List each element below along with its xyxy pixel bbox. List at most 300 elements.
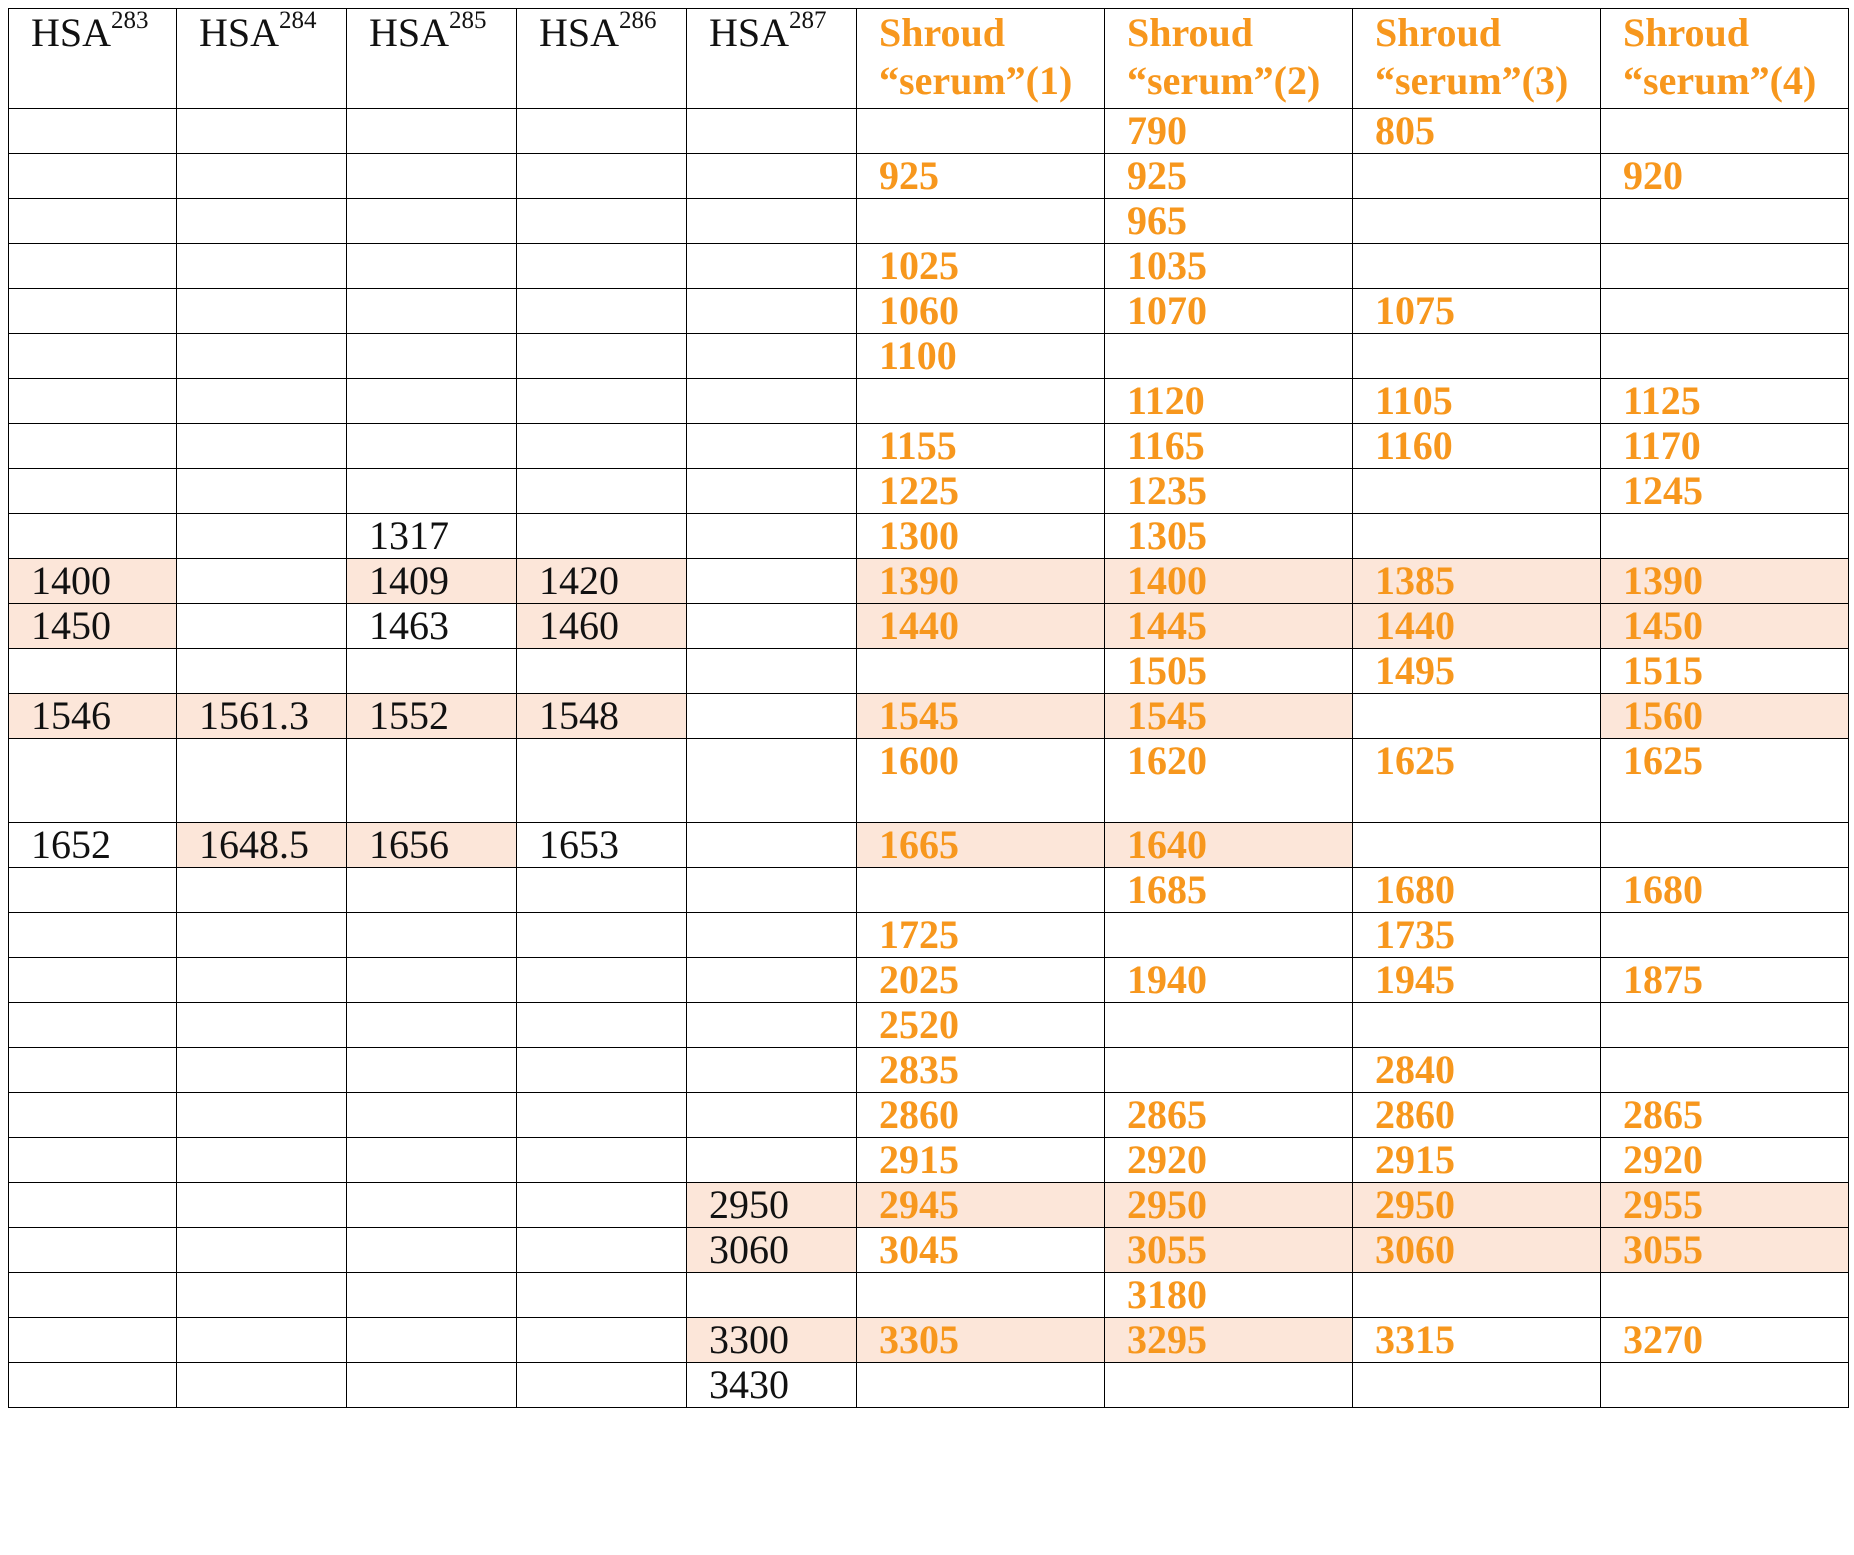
table-cell: 3315	[1353, 1318, 1601, 1363]
table-cell	[687, 424, 857, 469]
header-ref: 286	[619, 8, 657, 34]
header-label: HSA	[369, 10, 450, 55]
table-cell	[347, 379, 517, 424]
table-cell	[687, 739, 857, 823]
header-label: HSA	[31, 10, 112, 55]
table-cell: 1400	[1105, 559, 1353, 604]
header-row	[9, 9, 1849, 109]
table-row	[9, 958, 1849, 1003]
table-cell	[517, 1048, 687, 1093]
table-cell	[177, 604, 347, 649]
table-cell: 925	[1105, 154, 1353, 199]
table-cell	[9, 1048, 177, 1093]
table-cell: 1125	[1601, 379, 1849, 424]
table-cell	[347, 739, 517, 823]
table-cell	[517, 514, 687, 559]
table-cell	[9, 739, 177, 823]
table-cell	[1353, 199, 1601, 244]
table-cell	[1353, 823, 1601, 868]
table-row	[9, 559, 1849, 604]
table-cell: 1225	[857, 469, 1105, 514]
table-cell	[1105, 1003, 1353, 1048]
table-cell	[687, 154, 857, 199]
header-shroud-serum-1	[857, 9, 1105, 109]
table-cell	[1105, 1048, 1353, 1093]
table-cell	[1601, 244, 1849, 289]
table-cell: 2955	[1601, 1183, 1849, 1228]
table-cell: 1652	[9, 823, 177, 868]
table-cell	[687, 1003, 857, 1048]
table-cell: 1160	[1353, 424, 1601, 469]
table-cell: 3060	[1353, 1228, 1601, 1273]
table-cell	[517, 154, 687, 199]
table-cell: 1515	[1601, 649, 1849, 694]
table-cell: 1385	[1353, 559, 1601, 604]
header-hsa-283	[9, 9, 177, 109]
table-cell	[687, 649, 857, 694]
table-cell	[9, 1228, 177, 1273]
header-line1: Shroud	[1127, 10, 1254, 55]
table-cell	[687, 379, 857, 424]
table-cell: 1625	[1353, 739, 1601, 823]
table-cell: 1165	[1105, 424, 1353, 469]
table-cell	[347, 913, 517, 958]
table-cell	[517, 379, 687, 424]
table-cell	[857, 379, 1105, 424]
table-cell	[687, 334, 857, 379]
table-cell	[347, 289, 517, 334]
spectra-peak-table	[8, 8, 1849, 1408]
table-cell	[1105, 1363, 1353, 1408]
table-cell: 1300	[857, 514, 1105, 559]
table-row	[9, 469, 1849, 514]
table-cell	[687, 199, 857, 244]
table-cell	[9, 1183, 177, 1228]
table-cell: 2950	[1353, 1183, 1601, 1228]
table-cell: 3060	[687, 1228, 857, 1273]
table-cell	[1353, 244, 1601, 289]
table-cell	[687, 559, 857, 604]
table-cell: 2860	[857, 1093, 1105, 1138]
header-line2: “serum”(4)	[1623, 58, 1817, 103]
table-cell	[9, 913, 177, 958]
table-cell: 1725	[857, 913, 1105, 958]
table-cell	[687, 1273, 857, 1318]
table-cell	[687, 913, 857, 958]
table-cell	[517, 1093, 687, 1138]
table-cell	[9, 958, 177, 1003]
table-row	[9, 1318, 1849, 1363]
table-cell	[687, 823, 857, 868]
table-cell	[9, 1273, 177, 1318]
table-cell	[517, 1228, 687, 1273]
table-cell	[687, 1048, 857, 1093]
table-cell: 1400	[9, 559, 177, 604]
table-cell	[1601, 334, 1849, 379]
table-cell: 1560	[1601, 694, 1849, 739]
table-cell: 1390	[857, 559, 1105, 604]
table-cell: 1100	[857, 334, 1105, 379]
table-cell	[177, 244, 347, 289]
header-line2: “serum”(2)	[1127, 58, 1321, 103]
table-cell: 1035	[1105, 244, 1353, 289]
table-cell	[177, 1363, 347, 1408]
table-cell	[347, 1138, 517, 1183]
table-cell: 3295	[1105, 1318, 1353, 1363]
table-cell	[687, 1138, 857, 1183]
table-cell: 2520	[857, 1003, 1105, 1048]
table-cell	[517, 1363, 687, 1408]
table-cell	[1353, 469, 1601, 514]
table-cell: 1460	[517, 604, 687, 649]
table-cell	[177, 1138, 347, 1183]
table-cell	[517, 649, 687, 694]
table-cell: 3430	[687, 1363, 857, 1408]
table-cell	[9, 379, 177, 424]
table-cell	[517, 1183, 687, 1228]
table-cell	[347, 958, 517, 1003]
table-cell: 925	[857, 154, 1105, 199]
table-cell: 2865	[1105, 1093, 1353, 1138]
table-cell	[1353, 1273, 1601, 1318]
table-row	[9, 868, 1849, 913]
header-shroud-serum-3	[1353, 9, 1601, 109]
table-row	[9, 1138, 1849, 1183]
table-cell: 965	[1105, 199, 1353, 244]
table-cell: 1545	[857, 694, 1105, 739]
table-cell	[517, 289, 687, 334]
table-cell	[687, 868, 857, 913]
table-cell	[9, 154, 177, 199]
table-cell	[1105, 334, 1353, 379]
table-cell: 2915	[1353, 1138, 1601, 1183]
header-ref: 284	[279, 8, 317, 34]
table-cell: 920	[1601, 154, 1849, 199]
table-cell: 1105	[1353, 379, 1601, 424]
table-cell: 805	[1353, 109, 1601, 154]
table-cell	[1353, 1003, 1601, 1048]
table-cell: 2865	[1601, 1093, 1849, 1138]
table-row	[9, 109, 1849, 154]
table-cell	[687, 958, 857, 1003]
table-cell: 790	[1105, 109, 1353, 154]
table-cell	[517, 109, 687, 154]
header-ref: 287	[789, 8, 827, 34]
table-cell	[1353, 154, 1601, 199]
table-cell: 1445	[1105, 604, 1353, 649]
table-cell: 1409	[347, 559, 517, 604]
table-cell	[177, 1093, 347, 1138]
table-cell: 1495	[1353, 649, 1601, 694]
table-cell: 1440	[1353, 604, 1601, 649]
table-cell	[1601, 1363, 1849, 1408]
table-cell: 3055	[1601, 1228, 1849, 1273]
table-cell	[857, 868, 1105, 913]
header-label: HSA	[199, 10, 280, 55]
table-cell: 1665	[857, 823, 1105, 868]
table-cell: 1940	[1105, 958, 1353, 1003]
table-cell	[1601, 1003, 1849, 1048]
table-cell	[347, 1228, 517, 1273]
table-cell: 1685	[1105, 868, 1353, 913]
table-row	[9, 913, 1849, 958]
table-cell	[517, 469, 687, 514]
table-cell	[177, 334, 347, 379]
table-cell	[1601, 514, 1849, 559]
table-cell	[177, 289, 347, 334]
table-row	[9, 823, 1849, 868]
table-cell: 1945	[1353, 958, 1601, 1003]
table-cell	[177, 514, 347, 559]
table-cell	[9, 289, 177, 334]
table-cell: 1505	[1105, 649, 1353, 694]
table-cell	[9, 649, 177, 694]
table-cell	[177, 424, 347, 469]
table-cell	[347, 109, 517, 154]
table-cell	[177, 469, 347, 514]
table-cell: 2950	[1105, 1183, 1353, 1228]
table-cell	[347, 424, 517, 469]
table-cell: 2840	[1353, 1048, 1601, 1093]
table-cell	[347, 154, 517, 199]
table-cell: 3305	[857, 1318, 1105, 1363]
header-hsa-287	[687, 9, 857, 109]
table-cell	[347, 1273, 517, 1318]
table-cell	[347, 1048, 517, 1093]
table-row	[9, 514, 1849, 559]
table-cell	[517, 334, 687, 379]
table-cell	[1353, 514, 1601, 559]
table-cell: 2920	[1601, 1138, 1849, 1183]
header-line1: Shroud	[879, 10, 1006, 55]
table-cell	[347, 1183, 517, 1228]
table-cell	[1353, 1363, 1601, 1408]
table-cell	[517, 1273, 687, 1318]
table-cell	[687, 604, 857, 649]
table-cell	[1353, 694, 1601, 739]
table-row	[9, 154, 1849, 199]
header-line1: Shroud	[1623, 10, 1750, 55]
table-cell: 1656	[347, 823, 517, 868]
table-row	[9, 694, 1849, 739]
table-cell: 1875	[1601, 958, 1849, 1003]
table-row	[9, 379, 1849, 424]
table-cell	[177, 913, 347, 958]
table-cell	[177, 559, 347, 604]
table-cell	[177, 1228, 347, 1273]
table-cell	[177, 649, 347, 694]
table-cell	[9, 514, 177, 559]
table-cell	[9, 1363, 177, 1408]
table-cell	[177, 109, 347, 154]
table-cell: 1680	[1601, 868, 1849, 913]
table-cell	[9, 244, 177, 289]
table-cell: 1546	[9, 694, 177, 739]
table-cell	[517, 1138, 687, 1183]
table-cell	[347, 868, 517, 913]
table-cell	[687, 694, 857, 739]
table-cell	[177, 1318, 347, 1363]
table-row	[9, 1363, 1849, 1408]
table-cell: 1235	[1105, 469, 1353, 514]
table-cell: 1390	[1601, 559, 1849, 604]
header-hsa-285	[347, 9, 517, 109]
table-cell: 3055	[1105, 1228, 1353, 1273]
table-cell: 1440	[857, 604, 1105, 649]
table-cell	[517, 424, 687, 469]
table-cell	[347, 1003, 517, 1048]
table-cell	[687, 1093, 857, 1138]
table-row	[9, 1003, 1849, 1048]
table-cell: 1548	[517, 694, 687, 739]
table-cell: 2950	[687, 1183, 857, 1228]
table-cell	[177, 958, 347, 1003]
table-row	[9, 1183, 1849, 1228]
table-cell	[517, 958, 687, 1003]
header-line2: “serum”(3)	[1375, 58, 1569, 103]
table-row	[9, 244, 1849, 289]
table-cell	[9, 1318, 177, 1363]
table-cell	[517, 1318, 687, 1363]
table-cell	[517, 913, 687, 958]
table-cell: 1450	[1601, 604, 1849, 649]
table-cell	[347, 1093, 517, 1138]
table-cell: 1620	[1105, 739, 1353, 823]
header-line1: Shroud	[1375, 10, 1502, 55]
table-cell	[1601, 1048, 1849, 1093]
table-cell	[517, 244, 687, 289]
table-cell	[1601, 823, 1849, 868]
table-cell: 1640	[1105, 823, 1353, 868]
table-cell: 1317	[347, 514, 517, 559]
table-cell	[347, 1363, 517, 1408]
table-cell	[687, 244, 857, 289]
table-row	[9, 1273, 1849, 1318]
table-cell	[9, 109, 177, 154]
table-cell: 1305	[1105, 514, 1353, 559]
table-cell	[347, 244, 517, 289]
table-cell: 3300	[687, 1318, 857, 1363]
table-cell: 1060	[857, 289, 1105, 334]
table-cell	[857, 199, 1105, 244]
table-cell: 1450	[9, 604, 177, 649]
table-row	[9, 604, 1849, 649]
table-cell: 1025	[857, 244, 1105, 289]
table-body	[9, 109, 1849, 1408]
header-shroud-serum-4	[1601, 9, 1849, 109]
table-row	[9, 289, 1849, 334]
table-cell	[687, 289, 857, 334]
table-cell: 1653	[517, 823, 687, 868]
table-cell: 1648.5	[177, 823, 347, 868]
table-cell	[1353, 334, 1601, 379]
table-row	[9, 1093, 1849, 1138]
table-cell	[9, 469, 177, 514]
table-cell	[9, 199, 177, 244]
table-cell	[9, 334, 177, 379]
table-cell: 1600	[857, 739, 1105, 823]
table-cell: 1155	[857, 424, 1105, 469]
table-cell: 1075	[1353, 289, 1601, 334]
table-cell: 2945	[857, 1183, 1105, 1228]
table-cell	[517, 739, 687, 823]
table-row	[9, 199, 1849, 244]
table-cell: 2835	[857, 1048, 1105, 1093]
table-cell	[177, 1183, 347, 1228]
table-cell: 1120	[1105, 379, 1353, 424]
table-row	[9, 1228, 1849, 1273]
table-cell: 2860	[1353, 1093, 1601, 1138]
table-cell	[177, 1048, 347, 1093]
table-cell	[687, 514, 857, 559]
table-cell: 1245	[1601, 469, 1849, 514]
table-cell: 1625	[1601, 739, 1849, 823]
table-cell: 2025	[857, 958, 1105, 1003]
table-cell	[517, 199, 687, 244]
table-cell	[857, 109, 1105, 154]
table-cell	[9, 424, 177, 469]
table-cell	[687, 469, 857, 514]
table-row	[9, 739, 1849, 823]
table-cell	[9, 1093, 177, 1138]
table-cell	[1601, 1273, 1849, 1318]
table-cell	[177, 1003, 347, 1048]
table-cell	[347, 649, 517, 694]
header-shroud-serum-2	[1105, 9, 1353, 109]
table-cell: 1463	[347, 604, 517, 649]
table-row	[9, 334, 1849, 379]
table-cell	[1105, 913, 1353, 958]
table-cell: 1420	[517, 559, 687, 604]
table-cell: 1680	[1353, 868, 1601, 913]
table-cell	[177, 1273, 347, 1318]
table-cell	[177, 154, 347, 199]
header-label: HSA	[539, 10, 620, 55]
header-hsa-286	[517, 9, 687, 109]
table-cell	[347, 199, 517, 244]
table-cell: 2915	[857, 1138, 1105, 1183]
header-label: HSA	[709, 10, 790, 55]
table-cell	[347, 469, 517, 514]
table-cell: 1545	[1105, 694, 1353, 739]
table-cell	[177, 199, 347, 244]
table-cell	[517, 1003, 687, 1048]
table-cell	[1601, 289, 1849, 334]
table-row	[9, 1048, 1849, 1093]
header-hsa-284	[177, 9, 347, 109]
header-ref: 285	[449, 8, 487, 34]
table-cell	[517, 868, 687, 913]
table-cell: 3180	[1105, 1273, 1353, 1318]
table-cell: 2920	[1105, 1138, 1353, 1183]
header-ref: 283	[111, 8, 149, 34]
table-cell	[9, 868, 177, 913]
table-cell	[857, 1273, 1105, 1318]
table-cell	[177, 739, 347, 823]
table-cell	[177, 379, 347, 424]
table-cell: 1070	[1105, 289, 1353, 334]
table-cell: 3045	[857, 1228, 1105, 1273]
table-cell	[9, 1138, 177, 1183]
table-cell	[857, 649, 1105, 694]
table-cell: 3270	[1601, 1318, 1849, 1363]
table-cell	[347, 1318, 517, 1363]
table-cell: 1561.3	[177, 694, 347, 739]
table-row	[9, 649, 1849, 694]
table-row	[9, 424, 1849, 469]
table-cell	[687, 109, 857, 154]
table-cell	[9, 1003, 177, 1048]
